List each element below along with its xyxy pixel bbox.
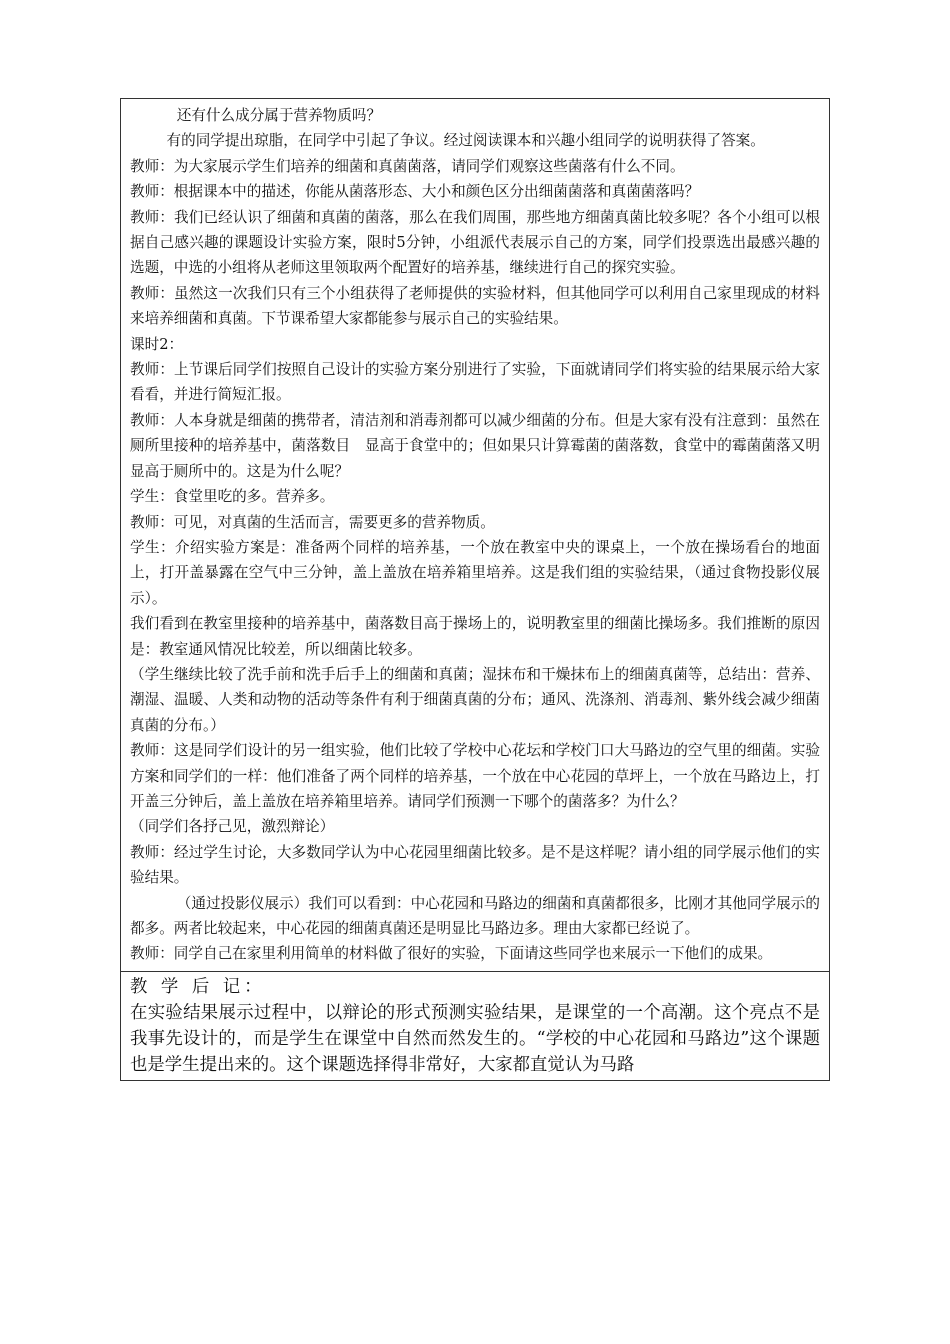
paragraph: 教师：可见，对真菌的生活而言，需要更多的营养物质。 [130,513,495,531]
paragraph: 教师：上节课后同学们按照自己设计的实验方案分别进行了实验，下面就请同学们将实验的结果展示给大家看看，并进行简短汇报。 [130,361,820,404]
paragraph: 教师：这是同学们设计的另一组实验，他们比较了学校中心花坛和学校门口大马路边的空气里的细菌。实验方案和同学们的一样：他们准备了两个同样的培养基，一个放在中心花园的草坪上，一个放在马路边上，打开盖三分钟后，盖上盖放在培养箱里培养。请同学们预测一下哪个的菌落多？为什么？ [130,742,820,810]
paragraph: 教师：同学自己在家里利用简单的材料做了很好的实验，下面请这些同学也来展示一下他们的成果。 [130,945,773,963]
teaching-notes-body: 在实验结果展示过程中，以辩论的形式预测实验结果，是课堂的一个高潮。这个亮点不是我事先设计的，而是学生在课堂中自然而然发生的。“学校的中心花园和马路边”这个课题也是学生提出来的。这个课题选择得非常好，大家都直觉认为马路 [130,1003,820,1076]
paragraph: 教师：经过学生讨论，大多数同学认为中心花园里细菌比较多。是不是这样呢？请小组的同学展示他们的实验结果。 [130,843,820,887]
paragraph: 教师：虽然这一次我们只有三个小组获得了老师提供的实验材料，但其他同学可以利用自己家里现成的材料来培养细菌和真菌。下节课希望大家都能参与展示自己的实验结果。 [130,284,820,328]
paragraph: 学生：介绍实验方案是：准备两个同样的培养基，一个放在教室中央的课桌上，一个放在操场看台的地面上，打开盖暴露在空气中三分钟，盖上盖放在培养箱里培养。这是我们组的实验结果，（通过食物投影仪展示）。 [130,538,820,607]
lesson-body-cell [121,99,829,971]
paragraph: 我们看到在教室里接种的培养基中，菌落数目高于操场上的，说明教室里的细菌比操场多。我们推断的原因是：教室通风情况比较差，所以细菌比较多。 [130,615,820,658]
paragraph: 有的同学提出琼脂，在同学中引起了争议。经过阅读课本和兴趣小组同学的说明获得了答案。 [166,132,765,150]
paragraph: 教师：为大家展示学生们培养的细菌和真菌菌落，请同学们观察这些菌落有什么不同。 [130,157,685,175]
paragraph: 教师：根据课本中的描述，你能从菌落形态、大小和颜色区分出细菌菌落和真菌菌落吗？ [130,183,700,201]
teaching-notes-title: 教 学 后 记： [130,976,266,997]
paragraph: 学生：食堂里吃的多。营养多。 [130,488,335,506]
lesson-table [120,98,830,1081]
section-heading: 课时2： [130,335,184,353]
paragraph: （学生继续比较了洗手前和洗手后手上的细菌和真菌；湿抹布和干燥抹布上的细菌真菌等，总结出：营养、潮湿、温暖、人类和动物的活动等条件有利于细菌真菌的分布；通风、洗涤剂、消毒剂、紫外线会减少细菌真菌的分布。） [130,665,820,734]
paragraph: 还有什么成分属于营养物质吗？ [176,107,382,124]
teaching-notes-cell [121,972,829,1080]
paragraph: （同学们各抒己见，激烈辩论） [130,818,335,836]
paragraph: 教师：人本身就是细菌的携带者，清洁剂和消毒剂都可以减少细菌的分布。但是大家有没有注意到：虽然在厕所里接种的培养基中，菌落数目 显高于食堂中的；但如果只计算霉菌的菌落数，食堂中的霉菌菌落又明显高于厕所中的。这是为什么呢？ [130,411,820,480]
paragraph: （通过投影仪展示）我们可以看到：中心花园和马路边的细菌和真菌都很多，比刚才其他同学展示的都多。两者比较起来，中心花园的细菌真菌还是明显比马路边多。理由大家都已经说了。 [130,894,820,937]
paragraph: 教师：我们已经认识了细菌和真菌的菌落，那么在我们周围，那些地方细菌真菌比较多呢？各个小组可以根据自己感兴趣的课题设计实验方案，限时5分钟，小组派代表展示自己的方案，同学们投票选出最感兴趣的选题，中选的小组将从老师这里领取两个配置好的培养基，继续进行自己的探究实验。 [130,208,820,277]
